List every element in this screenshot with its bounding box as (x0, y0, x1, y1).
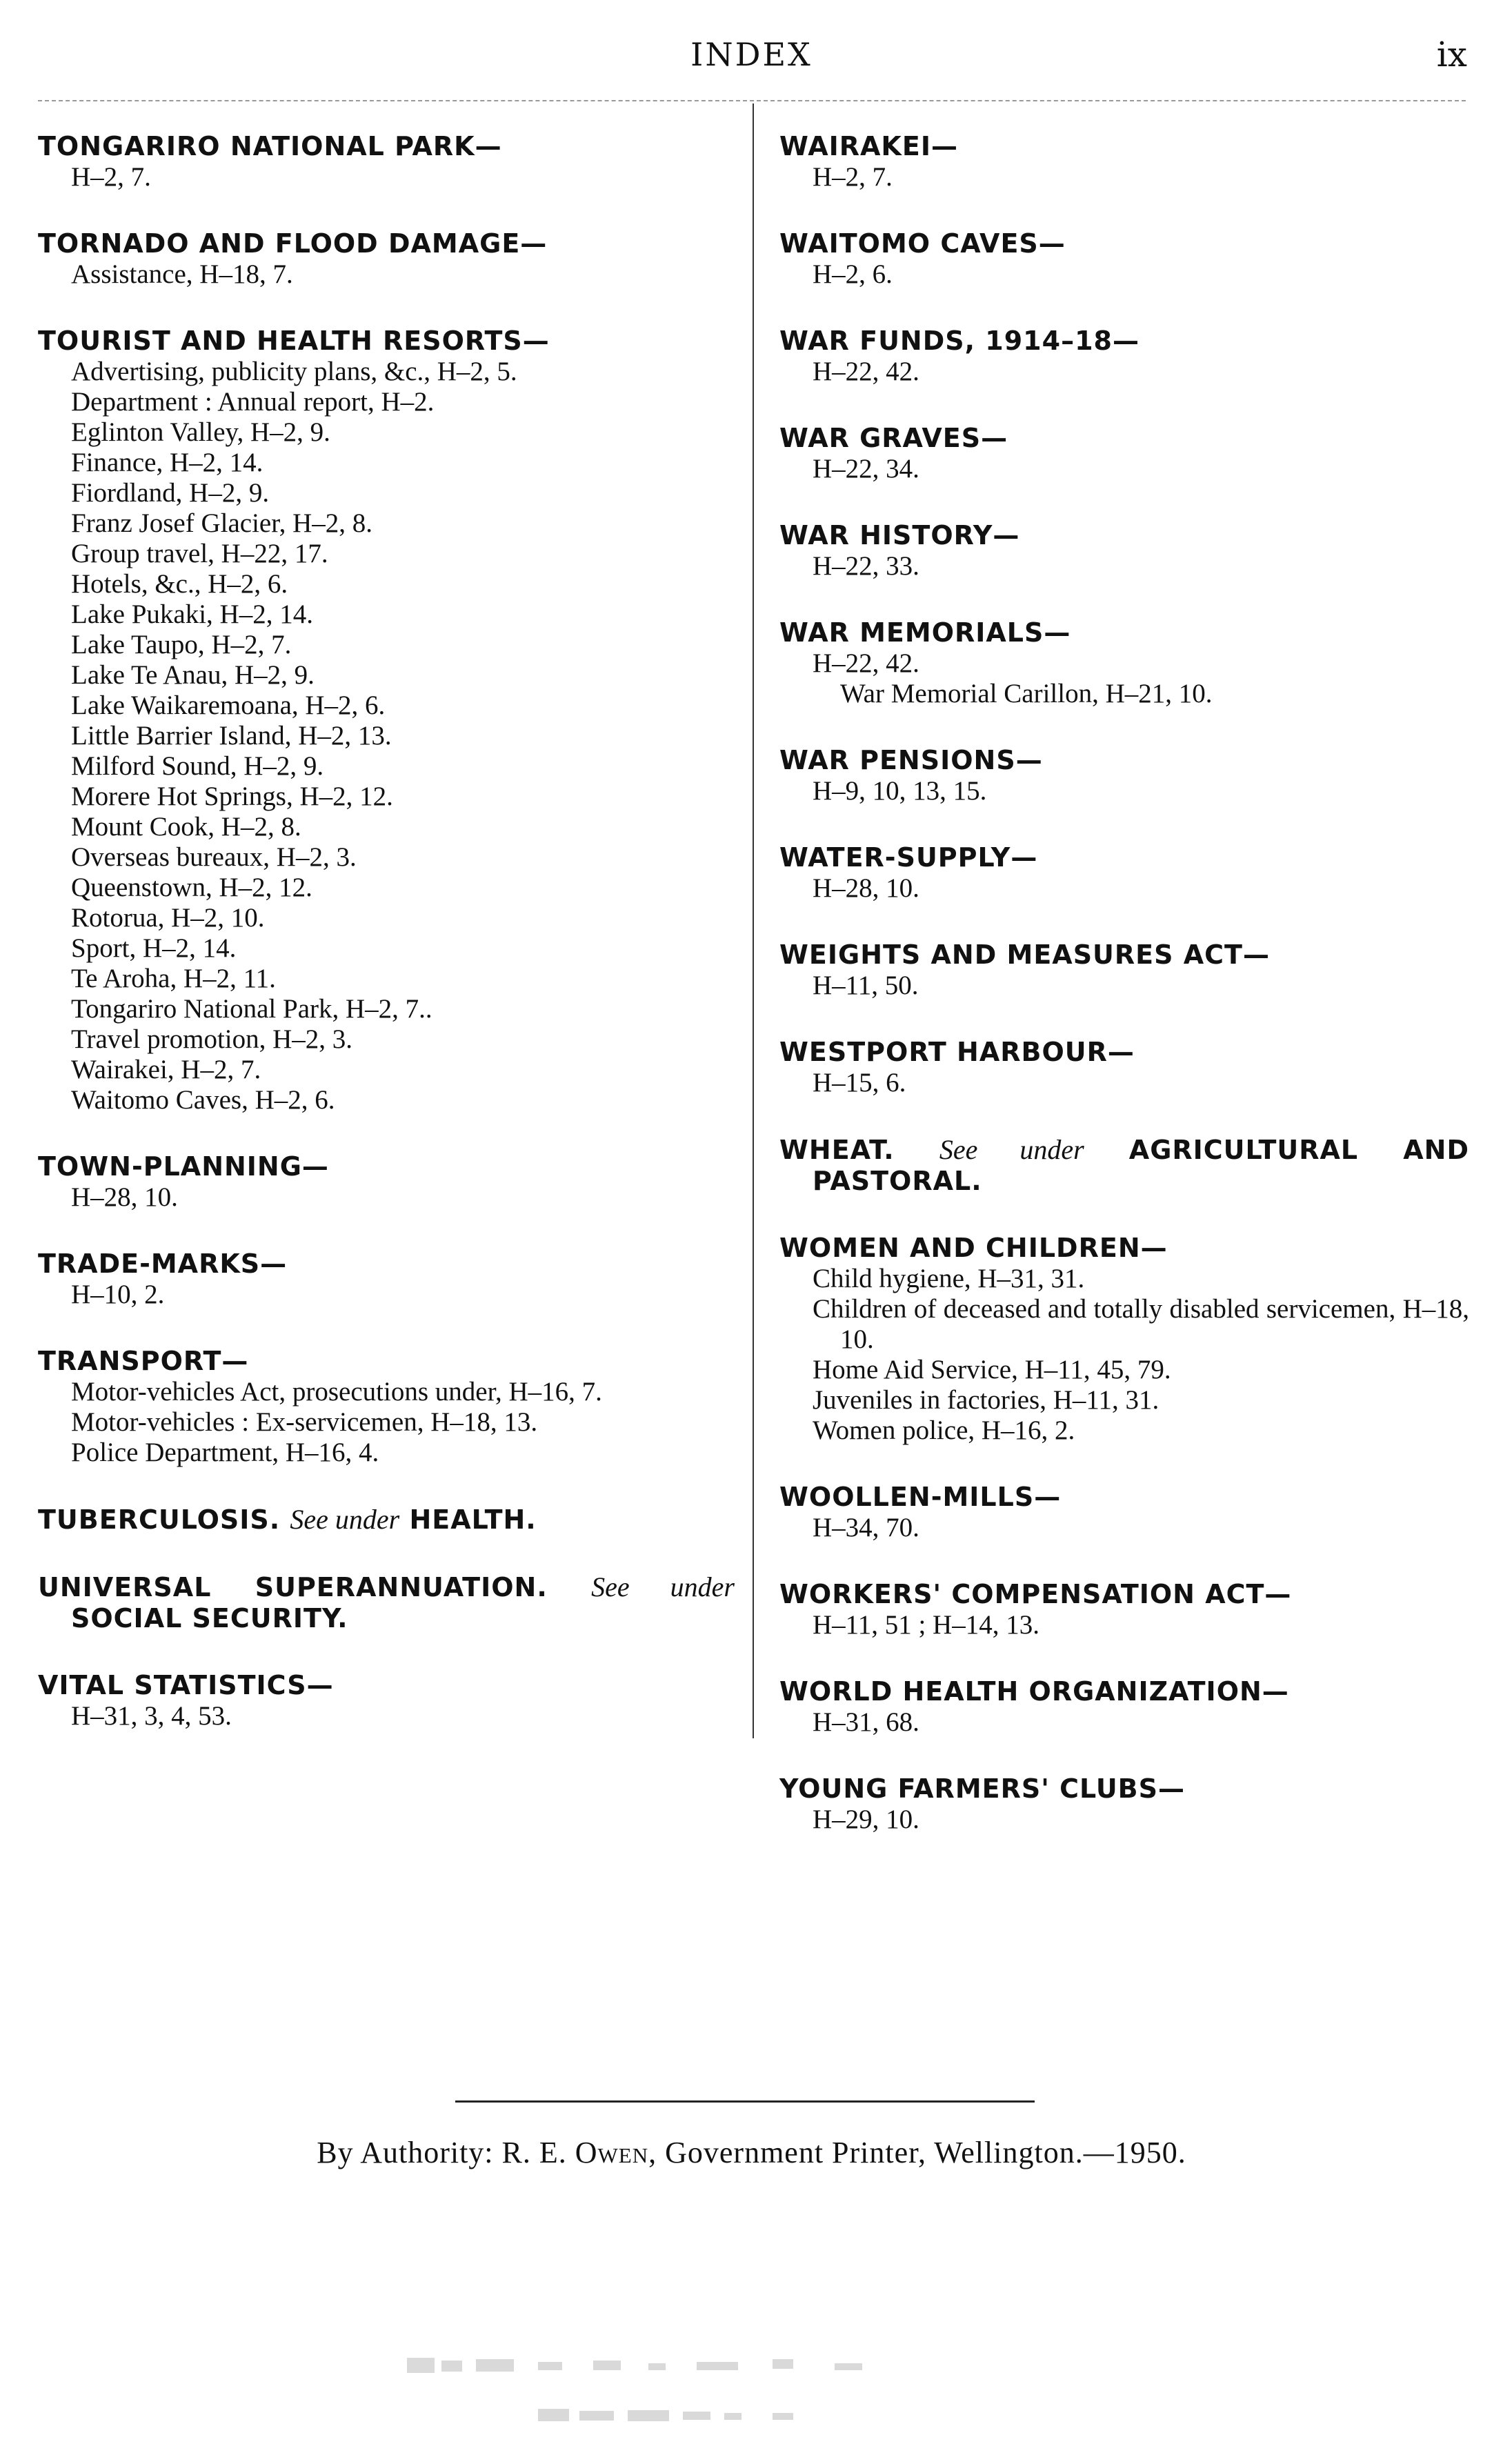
heading-text: WATER-SUPPLY— (779, 842, 1038, 873)
sub-entry: Te Aroha, H–2, 11. (71, 964, 276, 993)
index-entry-universal-superannuation (38, 1571, 735, 1634)
see-under-text: See under (290, 1504, 400, 1535)
sub-entry: Rotorua, H–2, 10. (71, 903, 265, 933)
heading-text: VITAL STATISTICS— (38, 1670, 334, 1700)
entry-heading (38, 1670, 735, 1701)
entry-heading (779, 423, 1469, 454)
sub-sub-entry: War Memorial Carillon, H–21, 10. (840, 679, 1213, 708)
heading-text: TOURIST AND HEALTH RESORTS— (38, 326, 550, 356)
cross-reference: AGRICULTURAL AND PASTORAL. (813, 1135, 1470, 1196)
sub-entry: Lake Pukaki, H–2, 14. (71, 599, 313, 629)
index-entry-war-funds-1914-18 (779, 326, 1469, 387)
sub-entry: Women police, H–16, 2. (813, 1415, 1075, 1445)
imprint-name: Owen (575, 2136, 649, 2169)
sub-entry: Children of deceased and totally disabled servicemen, H–18, 10. (813, 1294, 1469, 1354)
cross-reference: HEALTH. (409, 1504, 537, 1535)
entry-heading (779, 520, 1469, 551)
sub-entry: Sport, H–2, 14. (71, 933, 237, 963)
heading-text: TRANSPORT— (38, 1346, 249, 1376)
printer-imprint (0, 2135, 1503, 2170)
entry-heading (779, 326, 1469, 357)
sub-entry: H–29, 10. (813, 1805, 919, 1834)
sub-entry: H–22, 33. (813, 551, 919, 581)
sub-entry: H–2, 7. (813, 162, 893, 192)
entry-heading (779, 940, 1469, 971)
page-title: INDEX (690, 36, 813, 73)
index-entry-war-memorials (779, 617, 1469, 709)
index-entry-weights-and-measures-act (779, 940, 1469, 1001)
index-entry-woollen-mills (779, 1482, 1469, 1543)
heading-text: WAIRAKEI— (779, 131, 958, 161)
sub-entry: H–15, 6. (813, 1068, 906, 1097)
sub-entry: H–22, 42. (813, 648, 919, 678)
entry-heading (38, 228, 735, 259)
imprint-initials: R. E. (501, 2136, 567, 2169)
index-entry-war-pensions (779, 745, 1469, 806)
heading-text: TORNADO AND FLOOD DAMAGE— (38, 228, 548, 259)
sub-entry: H–2, 7. (71, 162, 151, 192)
heading-text: WORLD HEALTH ORGANIZATION— (779, 1676, 1289, 1707)
imprint-suffix: , Government Printer, Wellington.—1950. (648, 2136, 1186, 2169)
sub-entry: Wairakei, H–2, 7. (71, 1055, 261, 1084)
sub-entry: Lake Te Anau, H–2, 9. (71, 660, 315, 690)
sub-entry: Mount Cook, H–2, 8. (71, 812, 301, 842)
sub-entry: Home Aid Service, H–11, 45, 79. (813, 1355, 1171, 1384)
sub-entry: Hotels, &c., H–2, 6. (71, 569, 288, 599)
sub-entry: H–22, 42. (813, 357, 919, 386)
sub-entry: Group travel, H–22, 17. (71, 539, 328, 568)
sub-entry: Motor-vehicles Act, prosecutions under, H–16, 7. (71, 1377, 602, 1407)
sub-entry: H–11, 50. (813, 971, 919, 1000)
sub-entry: Travel promotion, H–2, 3. (71, 1024, 353, 1054)
index-entry-waitomo-caves (779, 228, 1469, 290)
heading-text: TONGARIRO NATIONAL PARK— (38, 131, 502, 161)
sub-entry: Department : Annual report, H–2. (71, 387, 435, 417)
sub-entry: Milford Sound, H–2, 9. (71, 751, 324, 781)
entry-heading (38, 131, 735, 162)
heading-text: WAITOMO CAVES— (779, 228, 1066, 259)
index-entry-tuberculosis (38, 1504, 735, 1536)
index-entry-women-and-children (779, 1233, 1469, 1446)
heading-text: WEIGHTS AND MEASURES ACT— (779, 940, 1270, 970)
entry-heading (779, 745, 1469, 776)
page-number: ix (1436, 34, 1467, 74)
entry-heading (38, 326, 735, 357)
index-entry-tourist-and-health-resorts (38, 326, 735, 1115)
index-entry-young-farmers-clubs (779, 1774, 1469, 1835)
sub-entry: Police Department, H–16, 4. (71, 1438, 379, 1467)
entry-heading (779, 228, 1469, 259)
entry-heading (779, 1233, 1469, 1264)
index-entry-water-supply (779, 842, 1469, 904)
sub-entry: Lake Waikaremoana, H–2, 6. (71, 690, 386, 720)
entry-heading (38, 1151, 735, 1182)
entry-heading (779, 617, 1469, 648)
sub-entry: Finance, H–2, 14. (71, 448, 263, 477)
index-entry-trade-marks (38, 1249, 735, 1310)
sub-entry: H–9, 10, 13, 15. (813, 776, 987, 806)
entry-heading (779, 1037, 1469, 1068)
cross-reference: SOCIAL SECURITY. (71, 1603, 348, 1633)
sub-entry: Advertising, publicity plans, &c., H–2, 5. (71, 357, 517, 386)
heading-text: WAR FUNDS, 1914–18— (779, 326, 1139, 356)
heading-text: WOMEN AND CHILDREN— (779, 1233, 1168, 1263)
index-entry-tongariro-national-park (38, 131, 735, 192)
sub-entry: Morere Hot Springs, H–2, 12. (71, 782, 393, 811)
entry-heading (38, 1504, 735, 1536)
heading-text: WAR PENSIONS— (779, 745, 1043, 775)
sub-entry: H–28, 10. (813, 873, 919, 903)
index-entry-transport (38, 1346, 735, 1468)
index-entry-westport-harbour (779, 1037, 1469, 1098)
sub-entry: H–11, 51 ; H–14, 13. (813, 1610, 1039, 1640)
entry-heading (38, 1249, 735, 1280)
heading-text: UNIVERSAL SUPERANNUATION. (38, 1572, 548, 1602)
sub-entry: H–31, 68. (813, 1707, 919, 1737)
sub-entry: Franz Josef Glacier, H–2, 8. (71, 508, 373, 538)
index-entry-vital-statistics (38, 1670, 735, 1731)
index-entry-war-history (779, 520, 1469, 582)
entry-heading (779, 1774, 1469, 1805)
see-under-text: See under (939, 1134, 1084, 1165)
index-entry-world-health-organization (779, 1676, 1469, 1738)
index-entry-war-graves (779, 423, 1469, 484)
sub-entry: Eglinton Valley, H–2, 9. (71, 417, 330, 447)
index-entry-wairakei (779, 131, 1469, 192)
heading-text: WAR HISTORY— (779, 520, 1020, 550)
sub-entry: H–34, 70. (813, 1513, 919, 1542)
heading-text: WORKERS' COMPENSATION ACT— (779, 1579, 1292, 1609)
sub-entry: H–28, 10. (71, 1182, 178, 1212)
header-rule (38, 100, 1466, 101)
entry-heading (38, 1346, 735, 1377)
sub-entry: Lake Taupo, H–2, 7. (71, 630, 292, 659)
heading-text: WAR MEMORIALS— (779, 617, 1071, 648)
heading-text: TRADE-MARKS— (38, 1249, 288, 1279)
heading-text: TOWN-PLANNING— (38, 1151, 329, 1182)
sub-entry: Child hygiene, H–31, 31. (813, 1264, 1085, 1293)
entry-heading (779, 842, 1469, 873)
sub-entry: Tongariro National Park, H–2, 7.. (71, 994, 432, 1024)
sub-entry: Little Barrier Island, H–2, 13. (71, 721, 392, 751)
index-entry-tornado-and-flood-damage (38, 228, 735, 290)
entry-heading (779, 1579, 1469, 1610)
sub-entry: H–2, 6. (813, 259, 893, 289)
see-under-text: See under (591, 1571, 735, 1602)
sub-entry: Assistance, H–18, 7. (71, 259, 293, 289)
entry-heading (779, 1482, 1469, 1513)
sub-entry: Motor-vehicles : Ex-servicemen, H–18, 13. (71, 1407, 538, 1437)
index-entry-town-planning (38, 1151, 735, 1213)
sub-entry: Overseas bureaux, H–2, 3. (71, 842, 357, 872)
index-entry-workers-compensation-act (779, 1579, 1469, 1640)
entry-heading (779, 1134, 1469, 1197)
heading-text: WOOLLEN-MILLS— (779, 1482, 1062, 1512)
heading-text: WESTPORT HARBOUR— (779, 1037, 1135, 1067)
faint-library-stamp (400, 2345, 1021, 2442)
sub-entry: Fiordland, H–2, 9. (71, 478, 270, 508)
imprint-prefix: By Authority: (317, 2136, 494, 2169)
sub-entry: Juveniles in factories, H–11, 31. (813, 1385, 1159, 1415)
entry-heading (779, 1676, 1469, 1707)
column-divider (753, 103, 754, 1738)
entry-heading (779, 131, 1469, 162)
sub-entry: H–31, 3, 4, 53. (71, 1701, 232, 1731)
sub-entry: H–10, 2. (71, 1280, 165, 1309)
heading-text: YOUNG FARMERS' CLUBS— (779, 1774, 1186, 1804)
heading-text: WHEAT. (779, 1135, 895, 1165)
left-column (38, 131, 735, 1767)
entry-heading (38, 1571, 735, 1634)
footer-rule (455, 2100, 1035, 2103)
right-column (779, 131, 1469, 1871)
heading-text: WAR GRAVES— (779, 423, 1008, 453)
index-entry-wheat (779, 1134, 1469, 1197)
sub-entry: H–22, 34. (813, 454, 919, 484)
sub-entry: Waitomo Caves, H–2, 6. (71, 1085, 335, 1115)
sub-entry: Queenstown, H–2, 12. (71, 873, 312, 902)
heading-text: TUBERCULOSIS. (38, 1504, 281, 1535)
